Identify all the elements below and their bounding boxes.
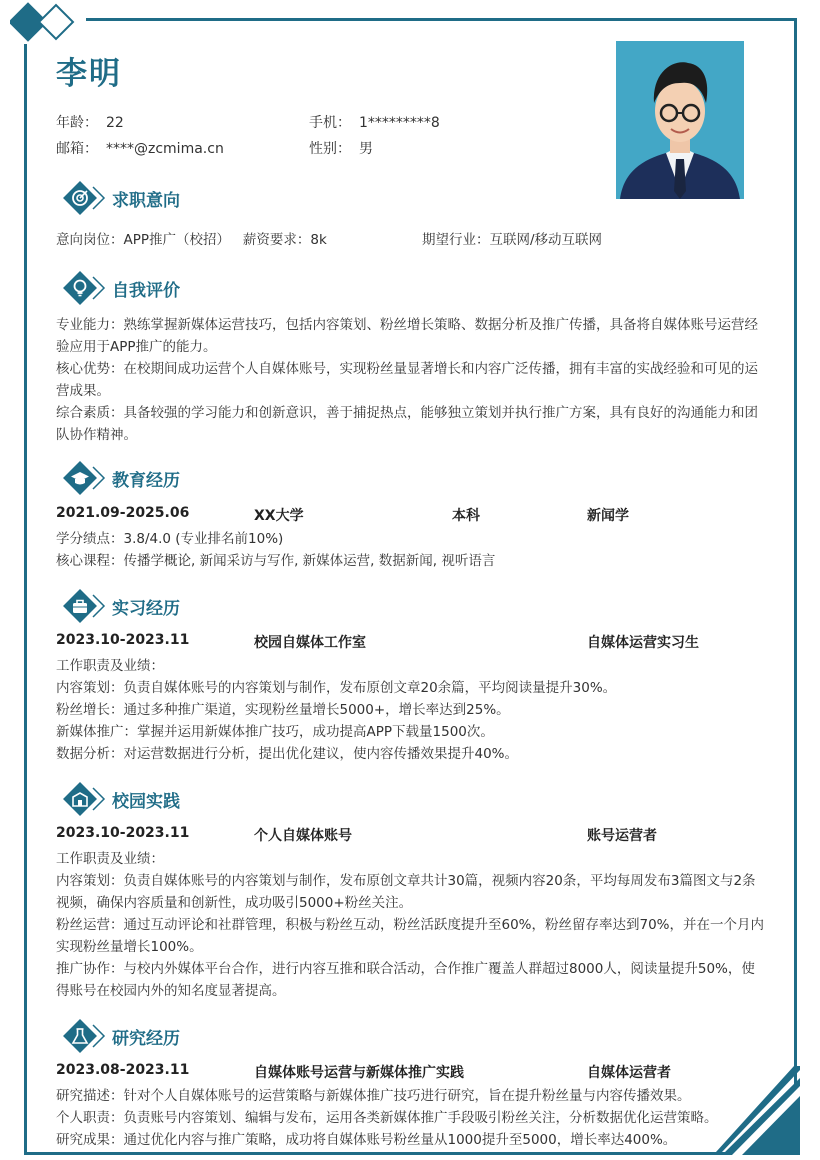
gender-value: 男 [359,141,373,157]
section-title: 求职意向 [112,191,180,211]
campus-line: 工作职责及业绩： [56,851,164,867]
profile-photo [616,41,744,199]
education-header-row [56,505,766,527]
gender-label: 性别： [309,141,351,157]
phone-label: 手机： [309,115,351,131]
section-education [60,458,780,498]
evaluation-line: 综合素质：具备较强的学习能力和创新意识，善于捕捉热点，能够独立策划并执行推广方案，具有良好的沟通能力和团队协作精神。 [56,405,758,443]
avatar-illustration [616,41,744,199]
research-org: 自媒体账号运营与新媒体推广实践 [254,1065,464,1081]
education-degree: 本科 [452,508,480,524]
internship-role: 自媒体运营实习生 [587,635,699,651]
phone-field [309,112,440,132]
education-date: 2021.09-2025.06 [56,505,190,521]
section-self-evaluation [60,268,780,308]
campus-org: 个人自媒体账号 [254,828,352,844]
research-line: 研究描述：针对个人自媒体账号的运营策略与新媒体推广技巧进行研究，旨在提升粉丝量与内容传播效果。 [56,1088,691,1104]
research-date: 2023.08-2023.11 [56,1062,190,1078]
research-details [56,1085,746,1151]
internship-line: 数据分析：对运营数据进行分析，提出优化建议，使内容传播效果提升40%。 [56,746,519,762]
candidate-name: 李明 [56,56,122,92]
research-line: 研究成果：通过优化内容与推广策略，成功将自媒体账号粉丝量从1000提升至5000，增长率达400%。 [56,1132,677,1148]
badge-chevron-icon [92,787,106,811]
frame-right-border [794,18,797,1155]
section-campus-practice [60,779,780,819]
campus-line: 推广协作：与校内外媒体平台合作，进行内容互推和联合活动，合作推广覆盖人群超过8000人，阅读量提升50%，使得账号在校园内外的知名度显著提高。 [56,961,755,999]
research-line: 个人职责：负责账号内容策划、编辑与发布，运用各类新媒体推广手段吸引粉丝关注，分析数据优化运营策略。 [56,1110,718,1126]
internship-details [56,655,766,765]
section-title: 自我评价 [112,281,180,301]
frame-left-border [24,44,27,1155]
email-value: ****@zcmima.cn [106,141,224,157]
campus-header-row [56,825,766,847]
age-label: 年龄： [56,115,98,131]
internship-line: 内容策划：负责自媒体账号的内容策划与制作，发布原创文章20余篇，平均阅读量提升30%。 [56,680,617,696]
campus-date: 2023.10-2023.11 [56,825,190,841]
education-major: 新闻学 [587,508,629,524]
frame-top-border [86,18,797,21]
education-gpa: 学分绩点：3.8/4.0 (专业排名前10%) [56,531,284,547]
campus-details [56,848,766,1002]
badge-chevron-icon [92,466,106,490]
badge-chevron-icon [92,594,106,618]
section-title: 研究经历 [112,1029,180,1049]
intention-industry: 期望行业：互联网/移动互联网 [422,232,603,248]
gender-field [309,138,373,158]
internship-org: 校园自媒体工作室 [254,635,366,651]
email-field [56,138,224,158]
education-courses: 核心课程：传播学概论, 新闻采访与写作, 新媒体运营, 数据新闻, 视听语言 [56,553,496,569]
internship-line: 粉丝增长：通过多种推广渠道，实现粉丝量增长5000+，增长率达到25%。 [56,702,510,718]
campus-role: 账号运营者 [587,828,657,844]
internship-date: 2023.10-2023.11 [56,632,190,648]
section-title: 实习经历 [112,599,180,619]
email-label: 邮箱： [56,141,98,157]
section-title: 校园实践 [112,792,180,812]
campus-line: 内容策划：负责自媒体账号的内容策划与制作，发布原创文章共计30篇，视频内容20条，平均每周发布3篇图文与2条视频，确保内容质量和创新性，成功吸引5000+粉丝关注。 [56,873,756,911]
internship-line: 工作职责及业绩： [56,658,164,674]
internship-line: 新媒体推广：掌握并运用新媒体推广技巧，成功提高APP下载量1500次。 [56,724,494,740]
section-title: 教育经历 [112,471,180,491]
frame-bottom-border [24,1152,797,1155]
evaluation-line: 核心优势：在校期间成功运营个人自媒体账号，实现粉丝量显著增长和内容广泛传播，拥有丰富的实战经验和可见的运营成果。 [56,361,758,399]
section-research [60,1016,780,1056]
campus-line: 粉丝运营：通过互动评论和社群管理，积极与粉丝互动，粉丝活跃度提升至60%，粉丝留存率达到70%，并在一个月内实现粉丝量增长100%。 [56,917,765,955]
evaluation-text [56,314,766,446]
phone-value: 1*********8 [359,115,440,131]
research-header-row [56,1062,766,1084]
age-value: 22 [106,115,124,131]
internship-header-row [56,632,766,654]
evaluation-line: 专业能力：熟练掌握新媒体运营技巧，包括内容策划、粉丝增长策略、数据分析及推广传播，具备将自媒体账号运营经验应用于APP推广的能力。 [56,317,758,355]
badge-chevron-icon [92,1024,106,1048]
age-field [56,112,124,132]
corner-diamond-ornament [10,2,90,48]
badge-chevron-icon [92,186,106,210]
education-school: XX大学 [254,508,304,524]
section-job-intention [60,178,780,218]
intention-line: 意向岗位：APP推广（校招） 薪资要求：8k [56,232,327,248]
research-role: 自媒体运营者 [587,1065,671,1081]
section-internship [60,586,780,626]
badge-chevron-icon [92,276,106,300]
